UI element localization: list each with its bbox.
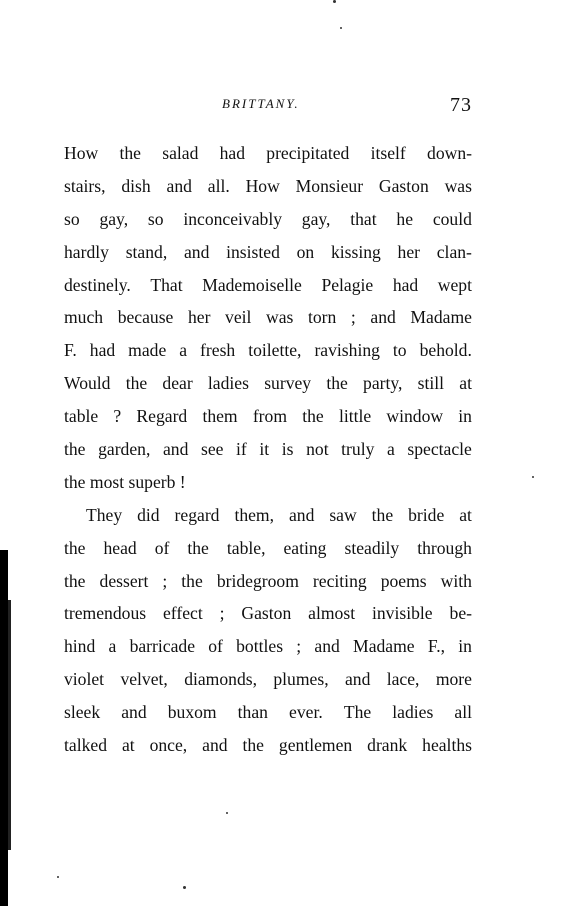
text-line: hardly stand, and insisted on kissing her clan- — [64, 241, 472, 262]
text-line: Would the dear ladies survey the party, still at — [64, 373, 472, 394]
scan-speck — [183, 886, 186, 889]
scan-binding-shadow-edge — [8, 600, 11, 850]
text-line: the most superb ! — [64, 471, 186, 492]
running-title: BRITTANY. — [222, 96, 300, 111]
scan-speck — [226, 812, 228, 814]
text-line: so gay, so inconceivably gay, that he could — [64, 208, 472, 229]
text-line: the dessert ; the bridegroom reciting poems with — [64, 570, 472, 591]
text-line: F. had made a fresh toilette, ravishing to behold. — [64, 340, 472, 361]
page-number: 73 — [450, 94, 472, 116]
running-head — [64, 94, 472, 118]
text-line: sleek and buxom than ever. The ladies all — [64, 702, 472, 723]
scan-speck — [532, 476, 534, 478]
text-line: stairs, dish and all. How Monsieur Gaston was — [64, 175, 472, 196]
text-line: table ? Regard them from the little window in — [64, 406, 472, 427]
text-line: destinely. That Mademoiselle Pelagie had wept — [64, 274, 472, 295]
text-line: They did regard them, and saw the bride at — [86, 504, 472, 525]
text-line: hind a barricade of bottles ; and Madame F., in — [64, 636, 472, 657]
body-text — [64, 137, 472, 762]
text-line: the garden, and see if it is not truly a spectacle — [64, 439, 472, 460]
text-line: How the salad had precipitated itself down- — [64, 143, 472, 163]
scan-binding-shadow — [0, 550, 8, 906]
text-line: tremendous effect ; Gaston almost invisible be- — [64, 603, 472, 624]
scan-speck — [57, 876, 59, 878]
text-line: talked at once, and the gentlemen drank healths — [64, 735, 472, 756]
text-line: much because her veil was torn ; and Madame — [64, 307, 472, 328]
scan-speck — [333, 0, 336, 3]
scan-speck — [340, 27, 342, 29]
text-line: the head of the table, eating steadily through — [64, 537, 472, 558]
text-line: violet velvet, diamonds, plumes, and lace, more — [64, 669, 472, 690]
